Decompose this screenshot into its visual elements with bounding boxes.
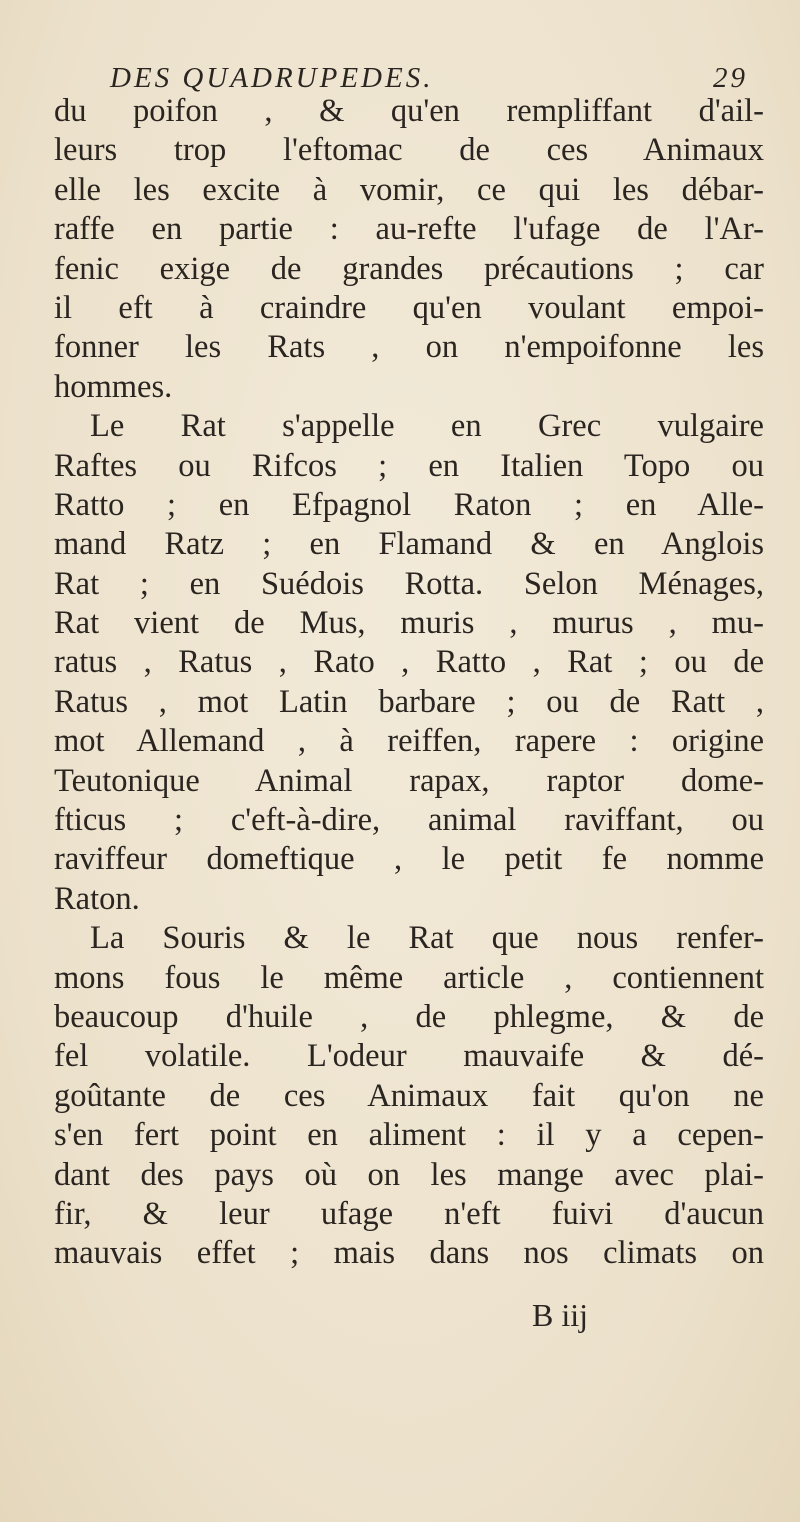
text-line: Raton. bbox=[54, 880, 140, 917]
text-line: mons fous le même article , contiennent bbox=[54, 959, 764, 996]
text-line: fenic exige de grandes précautions ; car bbox=[54, 250, 764, 287]
text-line: Rat ; en Suédois Rotta. Selon Ménages, bbox=[54, 565, 764, 602]
text-line: mand Ratz ; en Flamand & en Anglois bbox=[54, 526, 764, 563]
text-line: beaucoup d'huile , de phlegme, & de bbox=[54, 998, 764, 1035]
text-line: mot Allemand , à reiffen, rapere : origine bbox=[54, 723, 764, 760]
text-line: Rat vient de Mus, muris , murus , mu- bbox=[54, 605, 764, 642]
signature-mark: B iij bbox=[532, 1297, 589, 1333]
text-line: ratus , Ratus , Rato , Ratto , Rat ; ou de bbox=[54, 644, 764, 681]
text-line: raffe en partie : au-refte l'ufage de l'Ar- bbox=[54, 211, 764, 248]
running-head: DES QUADRUPEDES. bbox=[110, 62, 434, 94]
text-line: Teutonique Animal rapax, raptor dome- bbox=[54, 762, 764, 799]
text-line: mauvais effet ; mais dans nos climats on bbox=[54, 1235, 764, 1272]
text-line: fticus ; c'eft-à-dire, animal raviffant, ou bbox=[54, 802, 764, 839]
text-line: fir, & leur ufage n'eft fuivi d'aucun bbox=[54, 1195, 764, 1232]
text-line: fel volatile. L'odeur mauvaife & dé- bbox=[54, 1038, 764, 1075]
page-number: 29 bbox=[713, 62, 748, 94]
text-line: raviffeur domeftique , le petit fe nomme bbox=[54, 841, 764, 878]
text-line: il eft à craindre qu'en voulant empoi- bbox=[54, 289, 764, 326]
text-line: dant des pays où on les mange avec plai- bbox=[54, 1156, 764, 1193]
text-line: goûtante de ces Animaux fait qu'on ne bbox=[54, 1077, 764, 1114]
text-line: Ratus , mot Latin barbare ; ou de Ratt , bbox=[54, 683, 764, 720]
text-line: du poifon , & qu'en rempliffant d'ail- bbox=[54, 93, 764, 129]
text-line: s'en fert point en aliment : il y a cepen- bbox=[54, 1117, 764, 1154]
text-line: leurs trop l'eftomac de ces Animaux bbox=[54, 132, 764, 169]
text-line: elle les excite à vomir, ce qui les débar- bbox=[54, 171, 764, 208]
text-line: hommes. bbox=[54, 368, 173, 405]
text-line: Raftes ou Rifcos ; en Italien Topo ou bbox=[54, 447, 764, 484]
paragraph-start-line: La Souris & le Rat que nous renfer- bbox=[90, 920, 764, 957]
text-line: fonner les Rats , on n'empoifonne les bbox=[54, 329, 764, 366]
paragraph-start-line: Le Rat s'appelle en Grec vulgaire bbox=[90, 408, 764, 445]
body-text bbox=[54, 92, 764, 1274]
text-line: Ratto ; en Efpagnol Raton ; en Alle- bbox=[54, 486, 764, 523]
